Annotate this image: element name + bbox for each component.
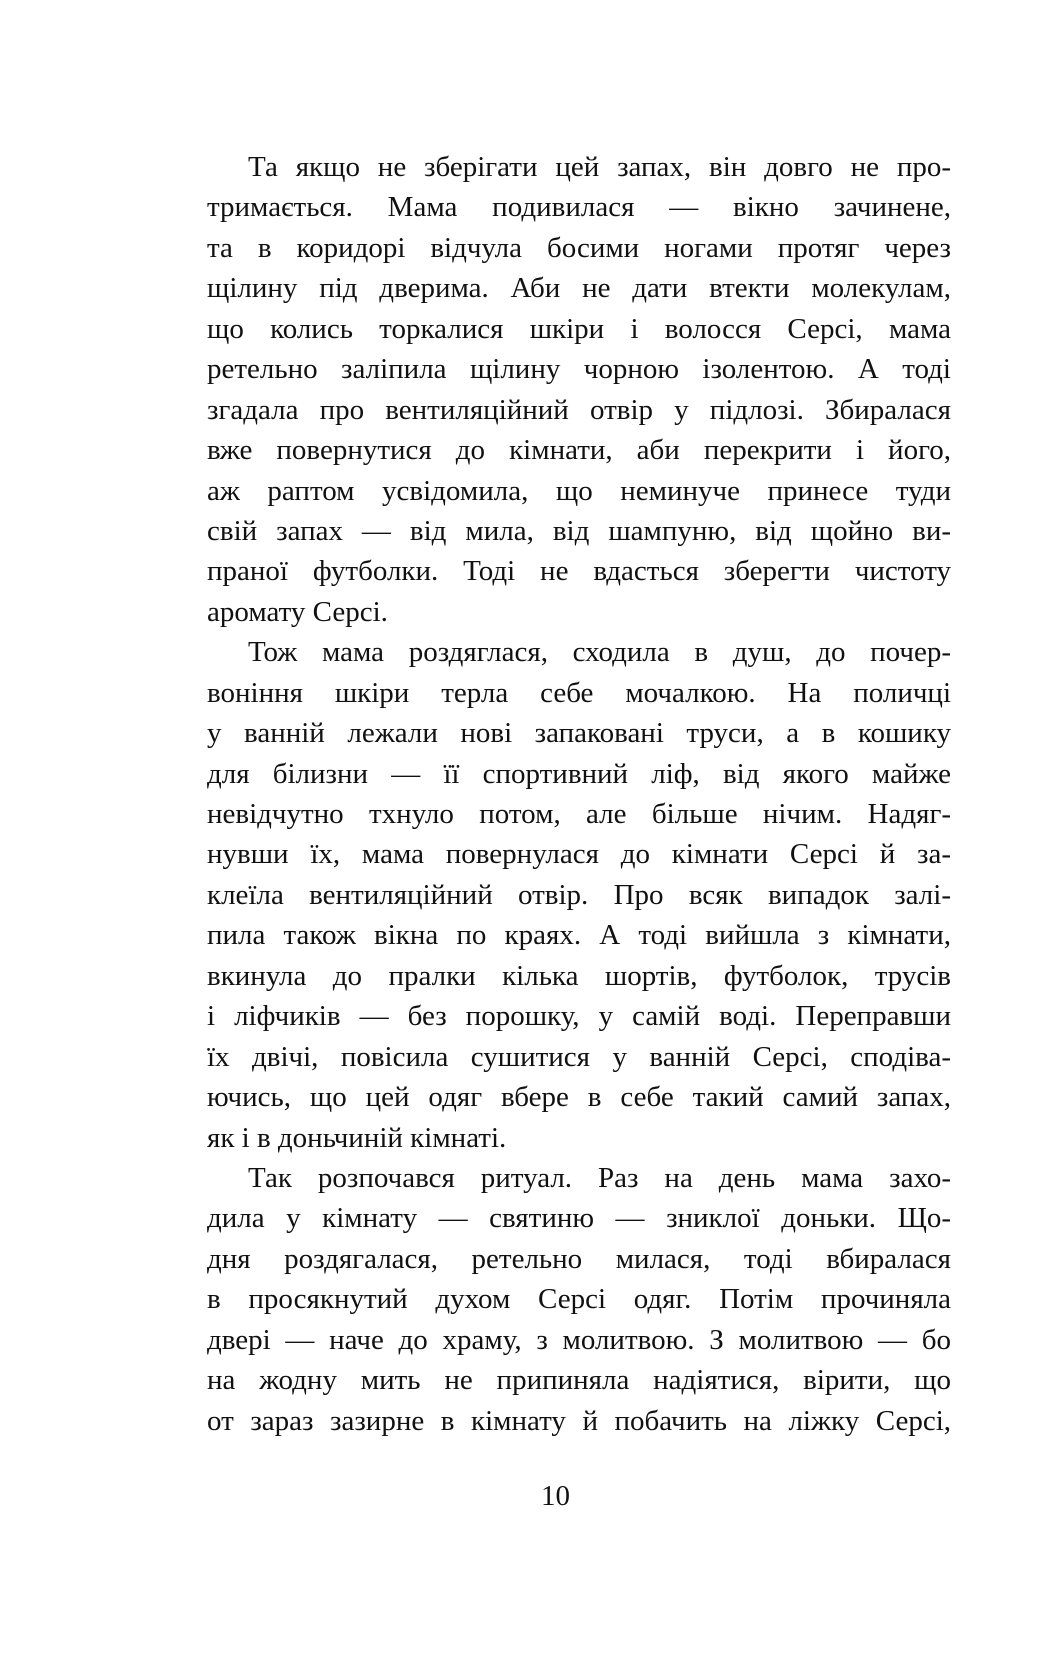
text-line: їх двічі, повісила сушитися у ванній Серсі, сподіва- (207, 1040, 951, 1073)
text-line: от зараз зазирне в кімнату й побачить на ліжку Серсі, (207, 1404, 951, 1437)
text-line: аромату Серсі. (207, 595, 388, 628)
text-line: Та якщо не зберігати цей запах, він довго не про- (248, 151, 951, 183)
paragraph-3 (207, 1158, 951, 1441)
text-line: у ванній лежали нові запаковані труси, а в кошику (207, 717, 951, 750)
text-line: Тож мама роздяглася, сходила в душ, до почер- (248, 636, 951, 669)
text-line: та в коридорі відчула босими ногами протяг через (207, 231, 951, 264)
text-line: клеїла вентиляційний отвір. Про всяк випадок залі- (207, 878, 951, 911)
text-line: пила також вікна по краях. А тоді вийшла з кімнати, (207, 919, 951, 952)
text-line: вкинула до пралки кілька шортів, футболок, трусів (207, 959, 951, 992)
text-line: вже повернутися до кімнати, аби перекрити і його, (207, 434, 951, 467)
text-line: невідчутно тхнуло потом, але більше нічим. Надяг- (207, 798, 951, 830)
text-line: ретельно заліпила щілину чорною ізолентою. А тоді (207, 353, 951, 386)
text-line: аж раптом усвідомила, що неминуче принесе туди (207, 474, 951, 507)
text-line: свій запах — від мила, від шампуню, від щойно ви- (207, 514, 951, 547)
text-line: дила у кімнату — святиню — зниклої доньки. Що- (207, 1202, 951, 1235)
text-line: праної футболки. Тоді не вдасться зберегти чистоту (207, 555, 951, 588)
text-line: щілину під дверима. Аби не дати втекти молекулам, (207, 272, 951, 305)
text-line: згадала про вентиляційний отвір у підлозі. Збиралася (207, 393, 951, 426)
text-line: що колись торкалися шкіри і волосся Серсі, мама (207, 312, 951, 345)
text-line: двері — наче до храму, з молитвою. З молитвою — бо (207, 1323, 951, 1356)
text-line: дня роздягалася, ретельно милася, тоді вбиралася (207, 1242, 951, 1275)
text-line: як і в доньчиній кімнаті. (207, 1121, 507, 1154)
text-line: нувши їх, мама повернулася до кімнати Серсі й за- (207, 838, 951, 871)
page-number: 10 (541, 1480, 570, 1512)
text-line: в просякнутий духом Серсі одяг. Потім прочиняла (207, 1283, 951, 1316)
body-text (207, 147, 951, 1441)
text-line: ючись, що цей одяг вбере в себе такий самий запах, (207, 1081, 951, 1114)
paragraph-2 (207, 632, 951, 1158)
text-line: на жодну мить не припиняла надіятися, вірити, що (207, 1364, 951, 1397)
text-line: для білизни — її спортивний ліф, від якого майже (207, 757, 951, 790)
text-line: і ліфчиків — без порошку, у самій воді. Переправши (207, 1000, 951, 1033)
text-line: воніння шкіри терла себе мочалкою. На поличці (207, 676, 951, 709)
text-line: Так розпочався ритуал. Раз на день мама захо- (248, 1161, 951, 1194)
text-line: тримається. Мама подивилася — вікно зачинене, (207, 191, 951, 224)
paragraph-1 (207, 147, 951, 632)
